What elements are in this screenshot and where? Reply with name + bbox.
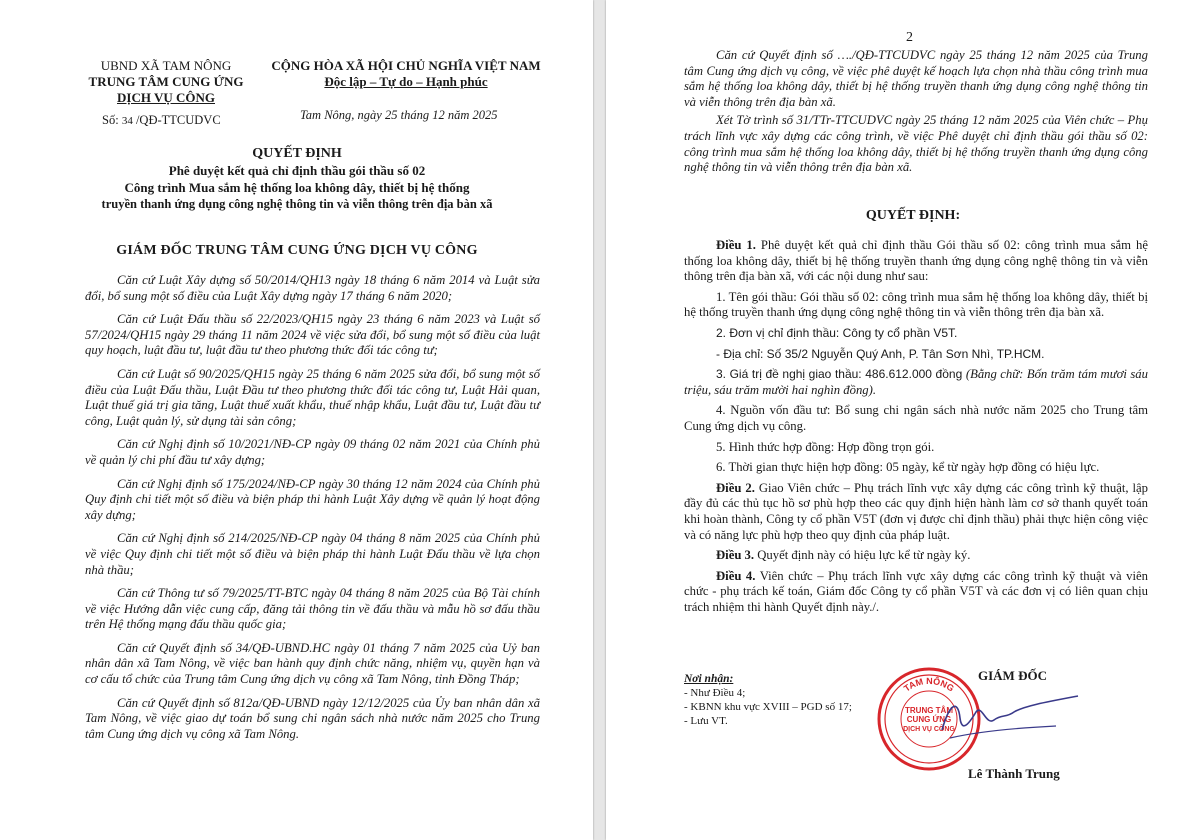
legal-basis-paragraph: Căn cứ Quyết định số 812a/QĐ-UBND ngày 12/12/2025 của Ủy ban nhân dân xã Tam Nông, về việc giao dự toán bổ sung chi ngân sách nhà nước năm 2025 cho Trung tâm Cung ứng dịch vụ công xã Tam Nông. [85,695,540,741]
article-4-label: Điều 4. [716,568,756,583]
article-1-label: Điều 1. [716,238,756,252]
article-2-text: Giao Viên chức – Phụ trách lĩnh vực xây dựng các công trình kỹ thuật, lập đầy đủ các thủ tục hồ sơ phù hợp theo các quy định hiện hành làm cơ sở thanh quyết toán khi hoàn thành, Công ty cổ phần V5T (đơn vị được chỉ định thầu) phải thực hiện công việc và có năng lực phù hợp theo quy định của pháp luật. [684,480,1149,542]
intro-section [684,48,1148,179]
recipient-item: - Như Điều 4; [684,687,746,699]
item-5: 5. Hình thức hợp đồng: Hợp đồng trọn gói. [716,439,935,454]
seal-center-line-2: CUNG ỨNG [906,715,952,724]
seal-center-line-3: DỊCH VỤ CÔNG [903,726,955,733]
item-2-address: - Địa chỉ: Số 35/2 Nguyễn Quý Anh, P. Tân Sơn Nhì, TP.HCM. [716,346,1045,361]
legal-basis-paragraph: Căn cứ Luật số 90/2025/QH15 ngày 25 tháng 6 năm 2025 sửa đổi, bổ sung một số điều của Luật Đấu thầu, Luật Đầu tư theo phương thức đối tác công tư, Luật Hải quan, Luật thuế giá trị gia tăng, Luật thuế xuất khẩu, thuế nhập khẩu, Luật đầu tư, Luật đầu tư công, Luật quản lý, sử dụng tài sản công; [85,366,540,428]
decision-heading-2: QUYẾT ĐỊNH: [865,208,961,223]
page-number: 2 [906,30,913,45]
signature [936,682,1086,752]
recipients-title: Nơi nhận: [684,673,734,685]
item-4: 4. Nguồn vốn đầu tư: Bổ sung chi ngân sách nhà nước năm 2025 cho Trung tâm Cung ứng dịch vụ công. [684,403,1148,433]
seal-top-text: TAM NÔNG [901,675,956,694]
decision-heading: QUYẾT ĐỊNH [252,146,342,161]
article-2 [684,481,1148,543]
decision-title [40,145,554,213]
agency-line-3: DỊCH VỤ CÔNG [117,90,215,105]
decision-subtitle-2: Công trình Mua sắm hệ thống loa không dây, thiết bị hệ thống [124,180,470,195]
document-page-2 [606,0,1200,840]
legal-basis-paragraph: Căn cứ Nghị định số 175/2024/NĐ-CP ngày 30 tháng 12 năm 2024 của Chính phủ Quy định chi tiết một số điều và biện pháp thi hành Luật Xây dựng về quản lý hoạt động xây dựng; [85,476,540,522]
doc-number-value: 34 [121,115,133,127]
decision-subtitle-1: Phê duyệt kết quả chỉ định thầu gói thầu số 02 [168,163,426,178]
article-4 [684,569,1148,616]
legal-basis-paragraph: Căn cứ Quyết định số 34/QĐ-UBND.HC ngày 01 tháng 7 năm 2025 của Uỷ ban nhân dân xã Tam Nông, về việc ban hành quy định chức năng, nhiệm vụ, quyền hạn và cơ cấu tổ chức của Trung tâm Cung ứng dịch vụ công xã Tam Nông, tỉnh Đồng Tháp; [85,640,540,687]
intro-paragraph: Xét Tờ trình số 31/TTr-TTCUDVC ngày 25 tháng 12 năm 2025 của Viên chức – Phụ trách lĩnh vực xây dựng các công trình, về việc Phê duyệt chỉ định thầu gói thầu số 02: công trình mua sắm hệ thống loa không dây, thiết bị hệ thống truyền thanh ứng dụng công nghệ thông tin và viễn thông trên địa bàn xã. [684,113,1148,175]
legal-basis-paragraph: Căn cứ Nghị định số 10/2021/NĐ-CP ngày 09 tháng 02 năm 2021 của Chính phủ về quản lý chi phí đầu tư xây dựng; [85,437,540,467]
intro-paragraph: Căn cứ Quyết định số …./QĐ-TTCUDVC ngày 25 tháng 12 năm 2025 của Trung tâm Cung ứng dịch vụ công, về việc phê duyệt kế hoạch lựa chọn nhà thầu công trình mua sắm hệ thống loa không dây, thiết bị hệ thống truyền thanh ứng dụng công nghệ thông tin và viễn thông trên địa bàn xã. [684,48,1148,109]
legal-basis-section [85,273,540,750]
item-3 [684,367,1148,398]
item-6: 6. Thời gian thực hiện hợp đồng: 05 ngày, kể từ ngày hợp đồng có hiệu lực. [716,460,1100,475]
national-header [268,58,544,90]
director-heading: GIÁM ĐỐC TRUNG TÂM CUNG ỨNG DỊCH VỤ CÔNG [116,243,478,258]
item-2: 2. Đơn vị chỉ định thầu: Công ty cổ phần V5T. [716,325,958,340]
article-3-text: Quyết định này có hiệu lực kể từ ngày ký. [754,548,971,563]
article-4-text: Viên chức – Phụ trách lĩnh vực xây dựng các công trình kỹ thuật và viên chức - phụ trách kế toán, Giám đốc Công ty cổ phần V5T và các đơn vị có liên quan chịu trách nhiệm thi hành Quyết định này./. [684,568,1148,614]
document-page-1 [0,0,593,840]
article-1-text: Phê duyệt kết quả chỉ định thầu Gói thầu số 02: công trình mua sắm hệ thống loa không dây, thiết bị hệ thống truyền thanh ứng dụng công nghệ thông tin và viễn thông trên địa bàn xã, với các nội dung như sau: [684,238,1148,284]
agency-line-1: UBND XÃ TAM NÔNG [100,58,232,73]
legal-basis-paragraph: Căn cứ Luật Xây dựng số 50/2014/QH13 ngày 18 tháng 6 năm 2014 và Luật sửa đổi, bổ sung một số điều của Luật Xây dựng ngày 17 tháng 6 năm 2020; [85,273,540,303]
document-number [102,113,221,128]
doc-number-prefix: Số: [102,113,119,127]
article-1 [684,238,1148,285]
item-3-words: (Bằng chữ: Bốn trăm tám mươi sáu triệu, sáu trăm mười hai nghìn đồng). [684,367,1148,397]
national-motto-line-1: CỘNG HÒA XÃ HỘI CHỦ NGHĨA VIỆT NAM [271,58,541,73]
doc-number-suffix: /QĐ-TTCUDVC [135,113,221,127]
agency-line-2: TRUNG TÂM CUNG ỨNG [88,74,244,89]
decision-subtitle-3: truyền thanh ứng dụng công nghệ thông tin và viễn thông trên địa bàn xã [101,197,493,211]
agency-header [86,58,246,106]
signer-name: Lê Thành Trung [968,766,1060,781]
issue-date: Tam Nông, ngày 25 tháng 12 năm 2025 [300,108,498,122]
seal-center-line-1: TRUNG TÂM [905,706,953,715]
recipient-item: - Lưu VT. [684,715,728,727]
article-3-label: Điều 3. [716,548,755,563]
article-3 [684,548,1148,564]
signer-title: GIÁM ĐỐC [978,668,1047,683]
item-3-text: 3. Giá trị đề nghị giao thầu: 486.612.000 đồng [716,367,966,382]
national-motto-line-2: Độc lập – Tự do – Hạnh phúc [324,74,488,89]
recipients-block [684,672,852,728]
legal-basis-paragraph: Căn cứ Nghị định số 214/2025/NĐ-CP ngày 04 tháng 8 năm 2025 của Chính phủ về việc Quy định chi tiết một số điều và biện pháp thi hành Luật Đấu thầu về lựa chọn nhà thầu; [85,531,540,577]
recipient-item: - KBNN khu vực XVIII – PGD số 17; [684,701,852,713]
decision-articles [684,238,1148,620]
legal-basis-paragraph: Căn cứ Thông tư số 79/2025/TT-BTC ngày 04 tháng 8 năm 2025 của Bộ Tài chính về việc Hướng dẫn việc cung cấp, đăng tải thông tin về đấu thầu và mẫu hồ sơ đấu thầu trên Hệ thống mạng đấu thầu quốc gia; [85,586,540,632]
article-2-label: Điều 2. [716,480,755,495]
item-1: 1. Tên gói thầu: Gói thầu số 02: công trình mua sắm hệ thống loa không dây, thiết bị hệ thống truyền thanh ứng dụng công nghệ thông tin và viễn thông trên địa bàn xã. [684,289,1148,320]
legal-basis-paragraph: Căn cứ Luật Đấu thầu số 22/2023/QH15 ngày 23 tháng 6 năm 2023 và Luật số 57/2024/QH15 ngày 29 tháng 11 năm 2024 về việc sửa đổi, bổ sung một số điều của luật quy hoạch, luật đầu tư, luật đầu tư theo phương thức đối tác công tư; [85,312,540,358]
